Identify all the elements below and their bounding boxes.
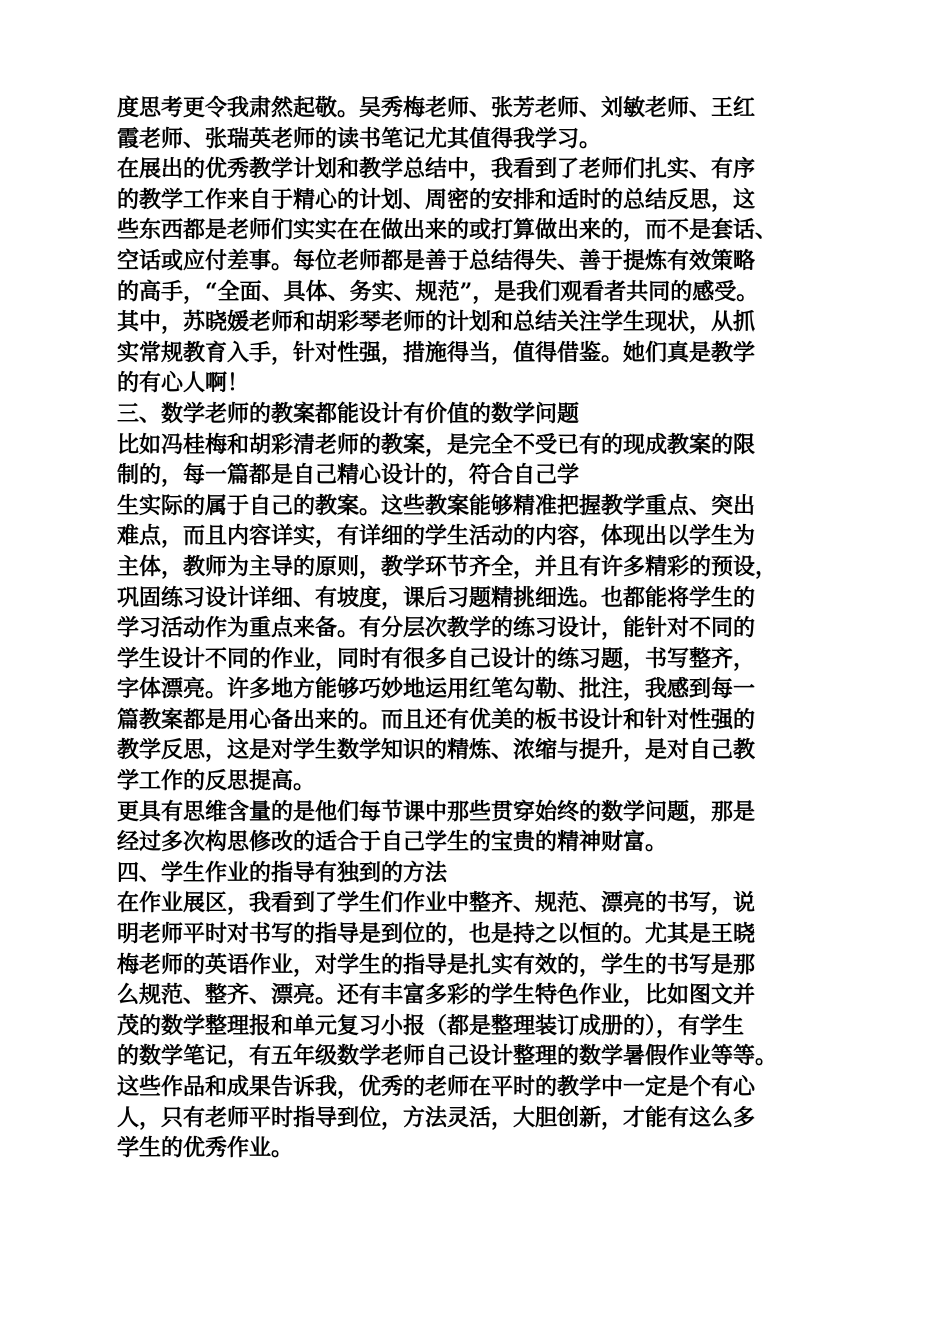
text-line: 这些作品和成果告诉我，优秀的老师在平时的教学中一定是个有心 [117,1074,756,1100]
text-line: 明老师平时对书写的指导是到位的，也是持之以恒的。尤其是王晓 [117,921,756,948]
text-line: 学生的优秀作业。 [117,1135,294,1162]
text-line: 其中，苏晓媛老师和胡彩琴老师的计划和总结关注学生现状，从抓 [117,309,756,336]
text-line: 人，只有老师平时指导到位，方法灵活，大胆创新，才能有这么多 [117,1104,756,1131]
section-heading: 四、学生作业的指导有独到的方法 [117,859,448,886]
text-line: 霞老师、张瑞英老师的读书笔记尤其值得我学习。 [117,125,602,152]
text-line: 更具有思维含量的是他们每节课中那些贯穿始终的数学问题，那是 [117,798,756,825]
text-line: 么规范、整齐、漂亮。还有丰富多彩的学生特色作业，比如图文并 [117,982,756,1009]
text-line: 实常规教育入手，针对性强，措施得当，值得借鉴。她们真是教学 [117,339,756,366]
text-line: 比如冯桂梅和胡彩清老师的教案，是完全不受已有的现成教案的限 [117,431,756,458]
text-line: 主体，教师为主导的原则，教学环节齐全，并且有许多精彩的预设， [117,553,778,580]
document-body [117,93,837,1164]
text-line: 在展出的优秀教学计划和教学总结中，我看到了老师们扎实、有序 [117,156,756,183]
text-line: 茂的数学整理报和单元复习小报（都是整理装订成册的），有学生 [117,1012,745,1039]
text-line: 度思考更令我肃然起敬。吴秀梅老师、张芳老师、刘敏老师、王红 [117,95,756,121]
text-line: 难点，而且内容详实，有详细的学生活动的内容，体现出以学生为 [117,523,756,550]
section-heading: 三、数学老师的教案都能设计有价值的数学问题 [117,400,580,427]
text-line: 梅老师的英语作业，对学生的指导是扎实有效的，学生的书写是那 [117,951,756,978]
text-line: 生实际的属于自己的教案。这些教案能够精准把握教学重点、突出 [117,492,756,519]
text-line: 的高手，“全面、具体、务实、规范”，是我们观看者共同的感受。 [117,278,759,305]
text-line: 的教学工作来自于精心的计划、周密的安排和适时的总结反思，这 [117,186,756,213]
text-line: 的有心人啊！ [117,370,250,397]
text-line: 经过多次构思修改的适合于自己学生的宝贵的精神财富。 [117,829,668,856]
text-line: 的数学笔记，有五年级数学老师自己设计整理的数学暑假作业等等。 [117,1043,778,1070]
text-line: 学生设计不同的作业，同时有很多自己设计的练习题，书写整齐， [117,645,756,672]
text-line: 学习活动作为重点来备。有分层次教学的练习设计，能针对不同的 [117,615,756,642]
text-line: 字体漂亮。许多地方能够巧妙地运用红笔勾勒、批注，我感到每一 [117,676,756,703]
text-line: 学工作的反思提高。 [117,768,316,795]
text-line: 制的，每一篇都是自己精心设计的，符合自己学 [117,462,580,489]
text-line: 空话或应付差事。每位老师都是善于总结得失、善于提炼有效策略 [117,247,756,274]
text-line: 在作业展区，我看到了学生们作业中整齐、规范、漂亮的书写，说 [117,890,756,917]
text-line: 教学反思，这是对学生数学知识的精炼、浓缩与提升，是对自己教 [117,737,756,764]
text-line: 巩固练习设计详细、有坡度，课后习题精挑细选。也都能将学生的 [117,584,756,611]
text-line: 篇教案都是用心备出来的。而且还有优美的板书设计和针对性强的 [117,706,756,733]
text-line: 些东西都是老师们实实在在做出来的或打算做出来的，而不是套话、 [117,217,778,244]
